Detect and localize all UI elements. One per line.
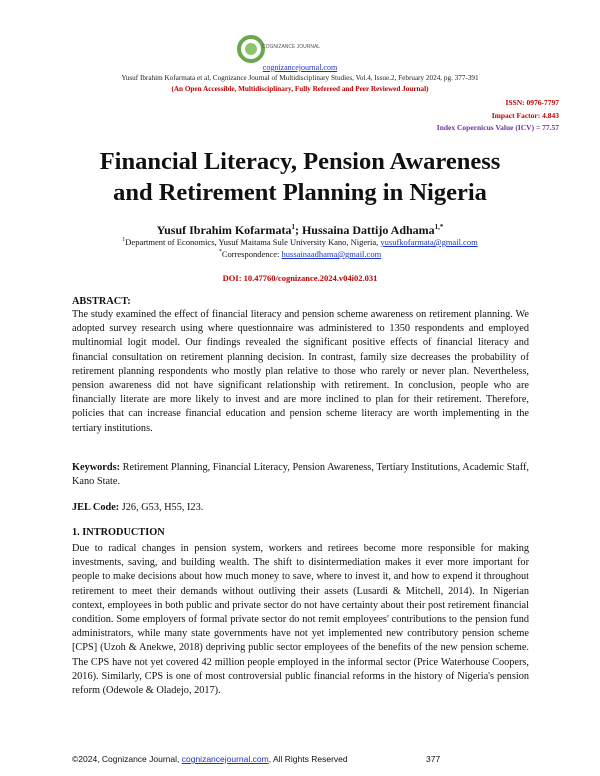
keywords [72,461,529,489]
jel-text: J26, G53, H55, I23. [119,502,204,513]
icv-value: Index Copernicus Value (ICV) = 77.57 [436,123,559,132]
doi: DOI: 10.47760/cognizance.2024.v04i02.031 [222,273,378,283]
citation-line: Yusuf Ibrahim Kofarmata et al, Cognizance Journal of Multidisciplinary Studies, Vol.4, Issue.2, February 2024, pg. 377-391 [121,74,479,82]
footer-copyright [72,754,348,764]
author-2: Hussaina Dattijo Adhama [301,223,435,237]
introduction-text: Due to radical changes in pension system, workers and retirees become more responsible for making investments, saving, and building wealth. The shift to disintermediation makes it ever more important for people to make decisions about how much money to save, where to invest it, and how to expend it throughout retirement to meet their demands without outliving their assets (Lusardi & Mitchell, 2014). In Nigerian context, employees in both public and private sector do not have certainty about their post retirement financial condition. Some employers of formal private sector do not remit employees' contributions to the pension fund administrators, while many state governments have not yet implemented new contributory pension scheme [CPS] (Uzoh & Anekwe, 2018) depriving public sector employees of the benefits of the new pension scheme. The CPS have not yet covered 42 million people employed in the informal sector (Price Waterhouse Coopers, 2016). Similarly, CPS is one of most controversial public financial reforms in the history of Nigeria's pension reform (Odewole & Oladejo, 2017). [72,543,529,697]
impact-factor: Impact Factor: 4.843 [491,111,559,120]
abstract-text: The study examined the effect of financial literacy and pension scheme awareness on retirement planning. We adopted survey research using where questionnaire was administered to 1350 respondents and employed multinomial logit model. Our findings revealed the significant positive effects of financial literacy and financial consultation on retirement planning decision. In contrast, family size decreases the probability of retirement planning respondents who mostly plan relative to those who rarely or never plan. Nevertheless, pension awareness did not have significant relationship with retirement. In conclusion, people who are financially literate are more likely to invest and are more inclined to plan for their retirement. Therefore, policies that can increase financial education and pension scheme literacy are worth implementing in the tertiary institutions. [72,309,529,434]
title-line-1: Financial Literacy, Pension Awareness [99,148,501,175]
correspondence-sup: * [218,249,222,256]
author-separator: ; [294,223,302,237]
journal-site-link[interactable]: cognizancejournal.com [262,63,338,72]
jel-label: JEL Code: [72,502,120,513]
logo-text: COGNIZANCE JOURNAL [262,44,321,50]
keywords-label: Keywords: [72,462,121,473]
author-1: Yusuf Ibrahim Kofarmata [156,223,292,237]
author-list [0,223,600,238]
author-2-sup: 1,* [434,223,444,231]
affiliation-text: Department of Economics, Yusuf Maitama Sule University Kano, Nigeria, [125,237,381,247]
affiliation-email-link[interactable]: yusufkofarmata@gmail.com [380,237,478,247]
affiliation-sup: 1 [122,237,126,244]
footer-suffix: , All Rights Reserved [268,754,348,764]
keywords-text: Retirement Planning, Financial Literacy, Pension Awareness, Tertiary Institutions, Academic Staff, Kano State. [72,462,529,488]
correspondence-text: Correspondence: [221,249,282,259]
jel-code [72,501,529,515]
abstract-heading: ABSTRACT: [72,296,131,307]
paper-title [40,146,560,208]
access-note: (An Open Accessible, Multidisciplinary, Fully Refereed and Peer Reviewed Journal) [171,85,429,93]
title-line-2: and Retirement Planning in Nigeria [113,179,487,206]
correspondence-email-link[interactable]: hussainaadhama@gmail.com [281,249,382,259]
correspondence [0,249,600,259]
author-1-sup: 1 [291,223,295,231]
page-number: 377 [426,754,441,764]
footer-site-link[interactable]: cognizancejournal.com [181,754,269,764]
footer-prefix: ©2024, Cognizance Journal, [72,754,182,764]
affiliation [0,237,600,247]
introduction-heading: 1. INTRODUCTION [72,527,165,538]
issn: ISSN: 0976-7797 [505,98,559,107]
